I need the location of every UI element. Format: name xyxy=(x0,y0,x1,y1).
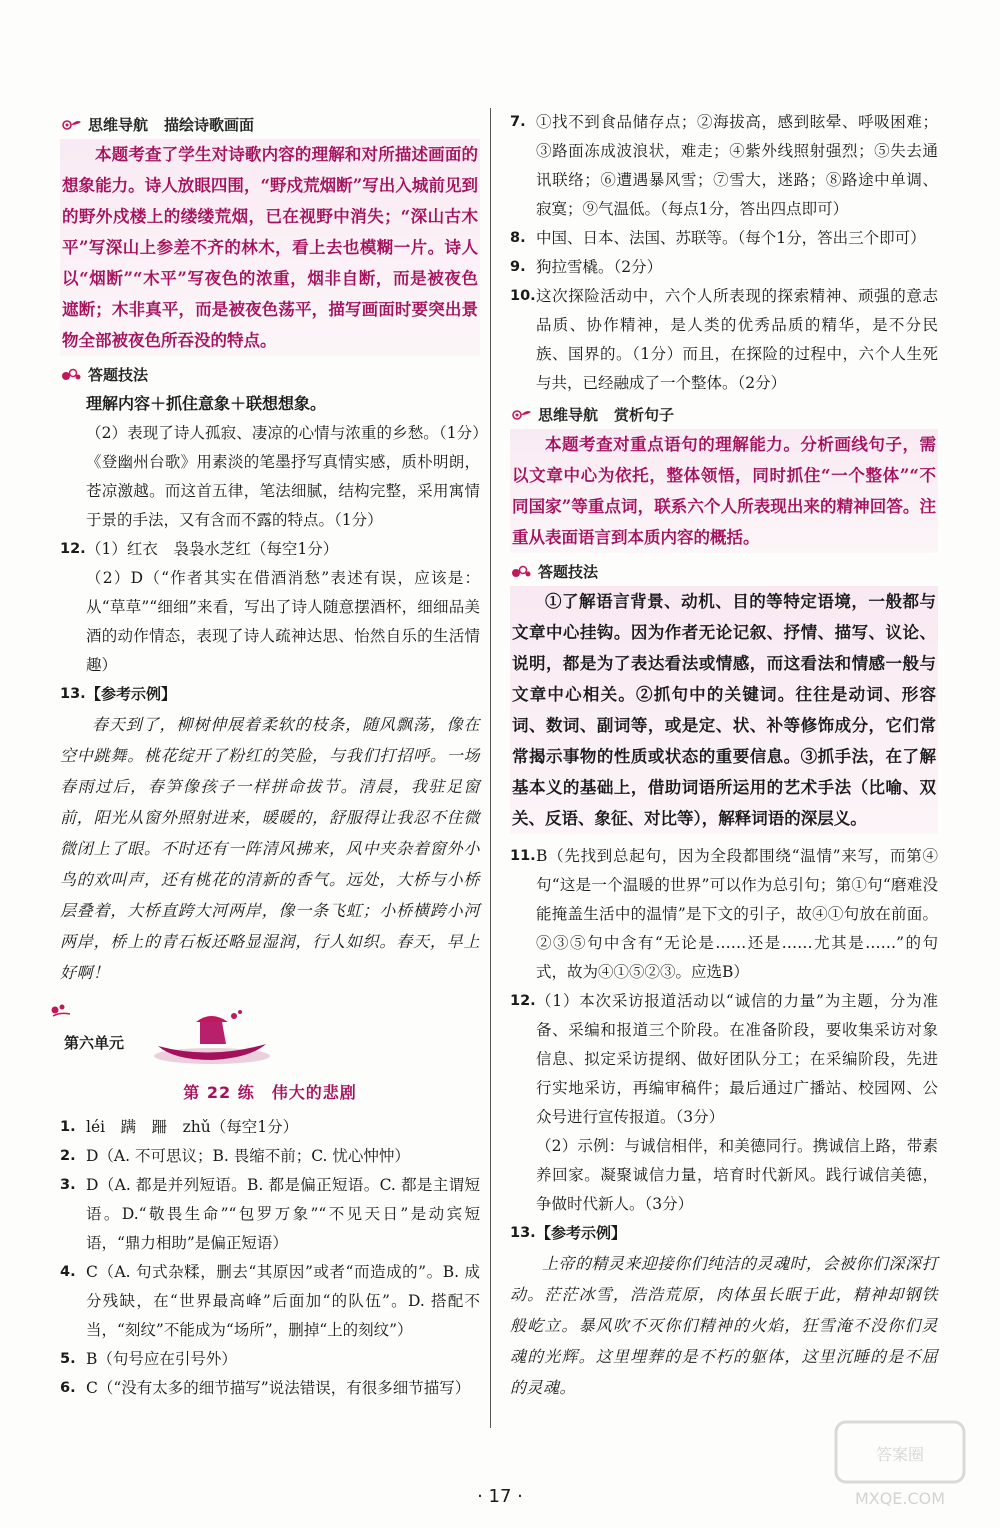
answer-item xyxy=(60,1258,480,1345)
answer-item xyxy=(60,1374,480,1403)
answer-number: 4. xyxy=(60,1264,76,1280)
answer-item xyxy=(60,1171,480,1258)
answer-12 xyxy=(60,535,480,680)
answer-13 xyxy=(60,680,480,709)
answer-13 xyxy=(510,1219,938,1248)
answer-item xyxy=(60,1113,480,1142)
answer-number: 10. xyxy=(510,288,536,304)
answer-skill-text: ①了解语言背景、动机、目的等特定语境，一般都与文章中心挂钩。因为作者无论记叙、抒情、描写、议论、说明，都是为了表达看法或情感，而这看法和情感一般与文章中心相关。②抓句中的关键词。往往是动词、形容词、数词、副词等，或是定、状、补等修饰成分，它们常常揭示事物的性质或状态的重要信息。③抓手法，在了解基本义的基础上，借助词语所运用的艺术手法（比喻、双关、反语、象征、对比等），解释词语的深层义。 xyxy=(510,586,938,834)
thinking-nav-topic: 描绘诗歌画面 xyxy=(164,116,255,134)
watermark-logo xyxy=(830,1414,970,1514)
answer-11-part2: （2）表现了诗人孤寂、凄凉的心情与浓重的乡愁。（1分）《登幽州台歌》用素淡的笔墨抒写真情实感，质朴明朗，苍凉激越。而这首五律，笔法细腻，结构完整，采用寓情于景的手法，又有含而不露的特点。（1分） xyxy=(86,424,480,529)
flower-icon xyxy=(60,366,82,384)
answer-text: 中国、日本、法国、苏联等。（每个1分，答出三个即可） xyxy=(536,229,926,247)
right-column xyxy=(510,108,938,1403)
answer-text: léi 蹒 跚 zhǔ（每空1分） xyxy=(86,1118,299,1136)
thinking-nav-text: 本题考查对重点语句的理解能力。分析画线句子，需以文章中心为依托，整体领悟，同时抓住“一个整体”“不同国家”等重点词，联系六个人所表现出来的精神回答。注重从表面语言到本质内容的概括。 xyxy=(510,429,938,553)
answer-item xyxy=(510,108,938,224)
answer-text: B（先找到总起句，因为全段都围绕“温情”来写，而第④句“这是一个温暖的世界”可以作为总引句；第①句“磨难没能掩盖生活中的温情”是下文的引子，故④①句放在前面。②③⑤句中含有“无论是……还是……尤其是……”的句式，故为④①⑤②③。应选B） xyxy=(536,847,938,981)
answer-item xyxy=(510,842,938,987)
answer-number: 2. xyxy=(60,1148,76,1164)
thinking-nav-label: 思维导航 xyxy=(538,406,599,424)
answer-skill-label: 答题技法 xyxy=(88,366,149,384)
left-column xyxy=(60,108,480,1403)
thinking-nav-topic: 赏析句子 xyxy=(614,406,675,424)
answer-text: D（A. 不可思议；B. 畏缩不前；C. 忧心忡忡） xyxy=(86,1147,410,1165)
answer-skill-label: 答题技法 xyxy=(538,563,599,581)
answer-skill-heading xyxy=(510,561,938,582)
flower-icon xyxy=(60,116,82,134)
column-divider xyxy=(490,108,491,1428)
answer-skill-heading xyxy=(60,364,480,385)
page-number: · 17 · xyxy=(477,1486,523,1507)
answer-item xyxy=(510,987,938,1132)
boat-icon xyxy=(140,1008,270,1068)
lesson-title: 第 22 练 伟大的悲剧 xyxy=(183,1083,357,1102)
answer-number: 8. xyxy=(510,230,526,246)
thinking-nav-heading xyxy=(510,404,938,425)
answer-skill-text: 理解内容＋抓住意象＋联想想象。 xyxy=(86,394,327,413)
answer-number: 13. xyxy=(60,686,86,702)
answer-text: ①找不到食品储存点；②海拔高，感到眩晕、呼吸困难；③路面冻成波浪状，难走；④紫外线照射强烈；⑤失去通讯联络；⑥遭遇暴风雪；⑦雪大，迷路；⑧路途中单调、寂寞；⑨气温低。（每点1分，答出四点即可） xyxy=(536,113,938,218)
sample-heading: 【参考示例】 xyxy=(86,685,177,703)
answer-12-part2: （2）示例：与诚信相伴，和美德同行。携诚信上路，带素养回家。凝聚诚信力量，培育时代新风。践行诚信美德，争做时代新人。（3分） xyxy=(536,1137,938,1213)
answer-number: 9. xyxy=(510,259,526,275)
answer-number: 6. xyxy=(60,1380,76,1396)
answer-text: C（“没有太多的细节描写”说法错误，有很多细节描写） xyxy=(86,1379,471,1397)
answer-item xyxy=(510,253,938,282)
answer-text: D（A. 都是并列短语。B. 都是偏正短语。C. 都是主谓短语。D.“敬畏生命”“包罗万象”“不见天日”是动宾短语，“鼎力相助”是偏正短语） xyxy=(86,1176,480,1252)
answer-number: 12. xyxy=(510,993,536,1009)
thinking-nav-heading xyxy=(60,114,480,135)
sprig-icon xyxy=(50,1002,72,1020)
sample-essay: 上帝的精灵来迎接你们纯洁的灵魂时，会被你们深深打动。茫茫冰雪，浩浩荒原，肉体虽长眠于此，精神却钢铁般屹立。暴风吹不灭你们精神的火焰，狂雪淹不没你们灵魂的光辉。这里埋葬的是不朽的躯体，这里沉睡的是不屈的灵魂。 xyxy=(510,1254,939,1397)
answer-number: 13. xyxy=(510,1225,536,1241)
answer-text: B（句号应在引号外） xyxy=(86,1350,237,1368)
answer-12-part1: （1）红衣 袅袅水芝红（每空1分） xyxy=(86,540,339,558)
unit-label: 第六单元 xyxy=(64,1034,125,1052)
answer-number: 12. xyxy=(60,541,86,557)
answer-text: （1）本次采访报道活动以“诚信的力量”为主题，分为准备、采编和报道三个阶段。在准备阶段，要收集采访对象信息、拟定采访提纲、做好团队分工；在采编阶段，先进行实地采访，再编审稿件；最后通过广播站、校园网、公众号进行宣传报道。（3分） xyxy=(536,992,938,1126)
answer-item xyxy=(510,224,938,253)
answer-number: 11. xyxy=(510,848,536,864)
answer-item xyxy=(510,282,938,398)
answer-item xyxy=(60,1345,480,1374)
flower-icon xyxy=(510,406,532,424)
sample-heading: 【参考示例】 xyxy=(536,1224,627,1242)
unit-banner xyxy=(60,1002,480,1072)
answer-number: 3. xyxy=(60,1177,76,1193)
answer-text: C（A. 句式杂糅，删去“其原因”或者“而造成的”。B. 成分残缺，在“世界最高峰”后面加“的队伍”。D. 搭配不当，“刻纹”不能成为“场所”，删掉“上的刻纹”） xyxy=(86,1263,480,1339)
answer-number: 5. xyxy=(60,1351,76,1367)
answer-text: 这次探险活动中，六个人所表现的探索精神、顽强的意志品质、协作精神，是人类的优秀品质的精华，是不分民族、国界的。（1分）而且，在探险的过程中，六个人生死与共，已经融成了一个整体。（2分） xyxy=(536,287,938,392)
thinking-nav-text: 本题考查了学生对诗歌内容的理解和对所描述画面的想象能力。诗人放眼四围，“野戍荒烟断”写出入城前见到的野外戍楼上的缕缕荒烟，已在视野中消失；“深山古木平”写深山上参差不齐的林木，看上去也模糊一片。诗人以“烟断”“木平”写夜色的浓重，烟非自断，而是被夜色遮断；木非真平，而是被夜色荡平，描写画面时要突出景物全部被夜色所吞没的特点。 xyxy=(60,139,480,356)
answer-number: 1. xyxy=(60,1119,76,1135)
answer-text: 狗拉雪橇。（2分） xyxy=(536,258,663,276)
answer-12-part2: （2）D（“作者其实在借酒消愁”表述有误，应该是：从“草草”“细细”来看，写出了诗人随意摆酒杯，细细品美酒的动作情态，表现了诗人疏神达思、怡然自乐的生活情趣） xyxy=(86,569,480,674)
watermark-line1: 答案圈 xyxy=(875,1445,925,1464)
thinking-nav-label: 思维导航 xyxy=(88,116,149,134)
sample-essay: 春天到了，柳树伸展着柔软的枝条，随风飘荡，像在空中跳舞。桃花绽开了粉红的笑脸，与我们打招呼。一场春雨过后，春笋像孩子一样拼命拔节。清晨，我驻足窗前，阳光从窗外照射进来，暖暖的，舒服得让我忍不住微微闭上了眼。不时还有一阵清风拂来，风中夹杂着窗外小鸟的欢叫声，还有桃花的清新的香气。远处，大桥与小桥层叠着，大桥直跨大河两岸，像一条飞虹；小桥横跨小河两岸，桥上的青石板还略显湿润，行人如织。春天，早上好啊！ xyxy=(60,715,480,982)
flower-icon xyxy=(510,563,532,581)
answer-item xyxy=(60,1142,480,1171)
answer-number: 7. xyxy=(510,114,526,130)
watermark-line2: MXQE.COM xyxy=(854,1489,946,1508)
